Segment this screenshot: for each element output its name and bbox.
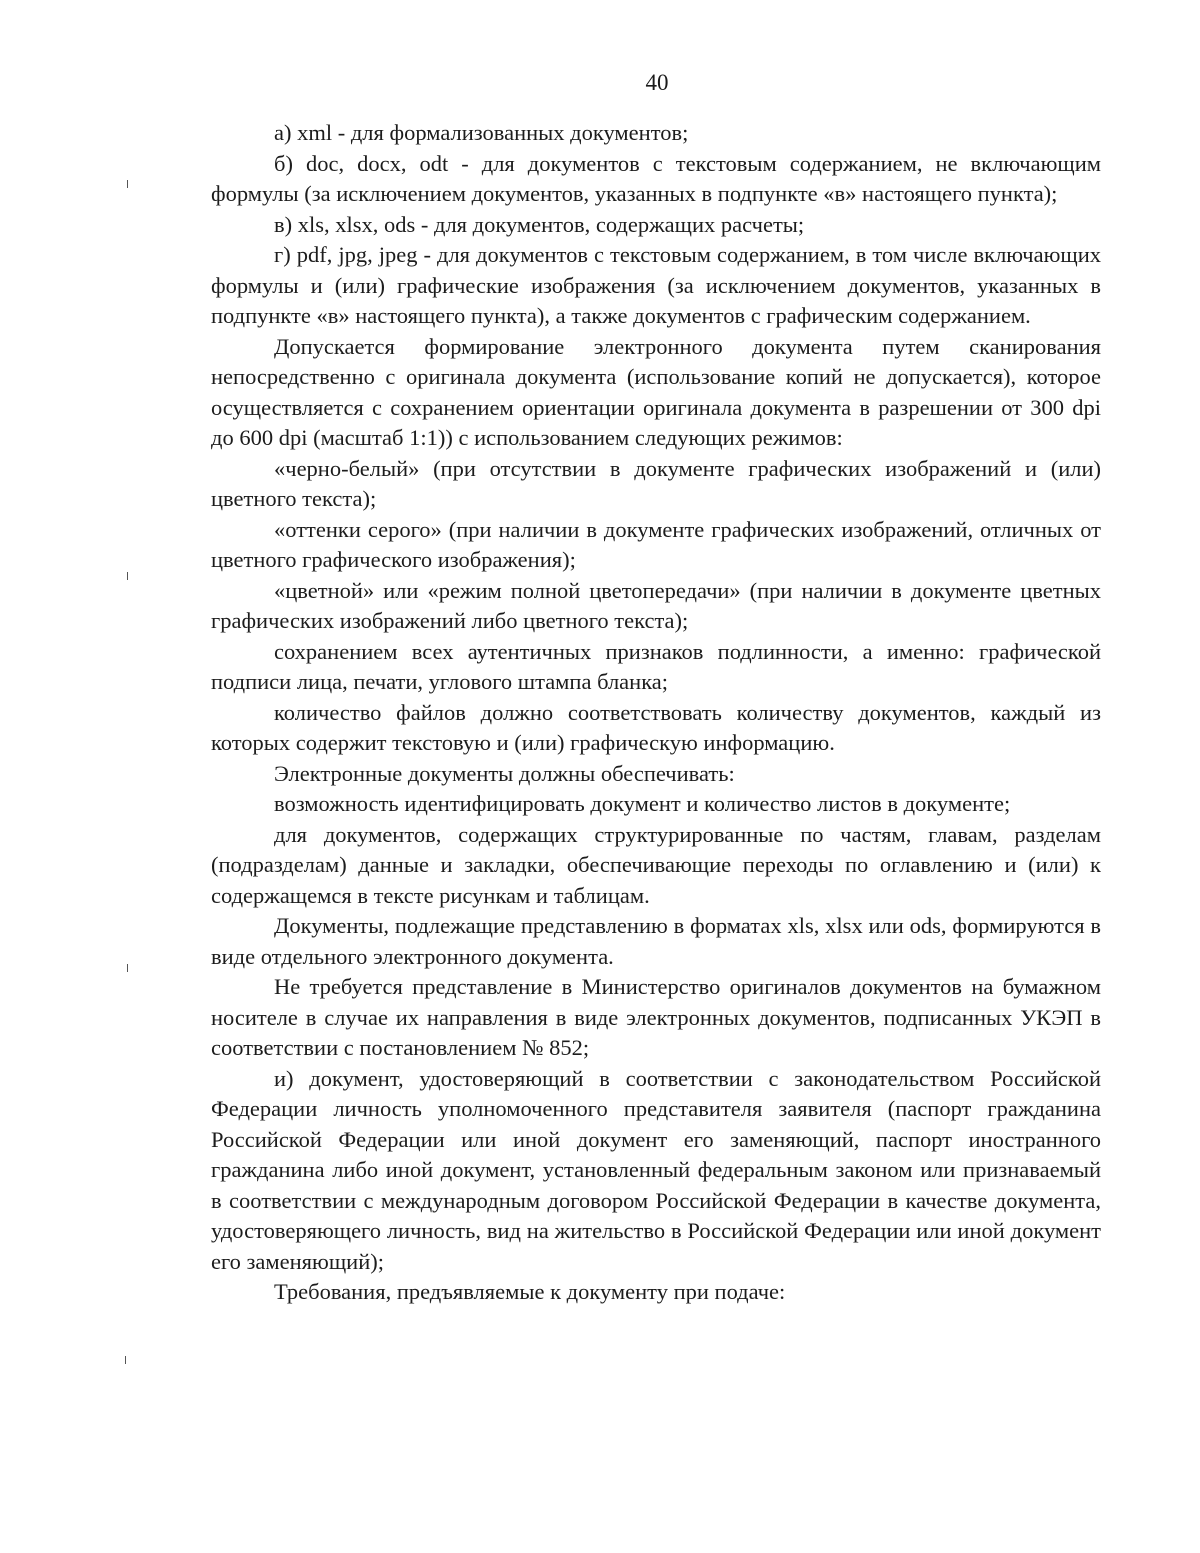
- scan-margin-mark: [125, 1356, 126, 1364]
- scan-margin-mark: [127, 572, 128, 580]
- scan-margin-mark: [127, 180, 128, 188]
- paragraph-item-i: и) документ, удостоверяющий в соответствии с законодательством Российской Федерации личность уполномоченного представителя заявителя (паспорт гражданина Российской Федерации или иной документ его заменяющий, паспорт иностранного гражданина либо иной документ, установленный федеральным законом или признаваемый в соответствии с международным договором Российской Федерации в качестве документа, удостоверяющего личность, вид на жительство в Российской Федерации или иной документ его заменяющий);: [211, 1065, 1101, 1274]
- paragraph-mode-color: «цветной» или «режим полной цветопередачи» (при наличии в документе цветных графических изображений либо цветного текста);: [211, 577, 1101, 633]
- paragraph-item-v: в) xls, xlsx, ods - для документов, содержащих расчеты;: [274, 211, 805, 237]
- paragraph-mode-grayscale: «оттенки серого» (при наличии в документе графических изображений, отличных от цветного графического изображения);: [211, 516, 1101, 572]
- paragraph-file-count: количество файлов должно соответствовать количеству документов, каждый из которых содержит текстовую и (или) графическую информацию.: [211, 699, 1101, 755]
- paragraph-mode-bw: «черно-белый» (при отсутствии в документе графических изображений и (или) цветного текста);: [211, 455, 1101, 511]
- page-number: 40: [645, 70, 669, 95]
- paragraph-scanning: Допускается формирование электронного документа путем сканирования непосредственно с оригинала документа (использование копий не допускается), которое осуществляется с сохранением ориентации оригинала документа в разрешении от 300 dpi до 600 dpi (масштаб 1:1)) с использованием следующих режимов:: [211, 333, 1101, 450]
- document-body: [211, 118, 1101, 1308]
- paragraph-spreadsheet-documents: Документы, подлежащие представлению в форматах xls, xlsx или ods, формируются в виде отдельного электронного документа.: [211, 913, 1101, 969]
- paragraph-electronic-requirements: Электронные документы должны обеспечивать:: [274, 760, 735, 786]
- paragraph-bookmarks: для документов, содержащих структурированные по частям, главам, разделам (подразделам) данные и закладки, обеспечивающие переходы по оглавлению и (или) к содержащемся в тексте рисункам и таблицам.: [211, 821, 1101, 908]
- paragraph-originals-not-required: Не требуется представление в Министерство оригиналов документов на бумажном носителе в случае их направления в виде электронных документов, подписанных УКЭП в соответствии с постановлением № 852;: [211, 974, 1101, 1060]
- paragraph-item-b: б) doc, docx, odt - для документов с текстовым содержанием, не включающим формулы (за исключением документов, указанных в подпункте «в» настоящего пункта);: [211, 150, 1101, 206]
- paragraph-identify-document: возможность идентифицировать документ и количество листов в документе;: [274, 791, 1011, 816]
- paragraph-authenticity: сохранением всех аутентичных признаков подлинности, а именно: графической подписи лица, печати, углового штампа бланка;: [211, 638, 1101, 694]
- paragraph-item-g: г) pdf, jpg, jpeg - для документов с текстовым содержанием, в том числе включающих формулы и (или) графические изображения (за исключением документов, указанных в подпункте «в» настоящего пункта), а также документов с графическим содержанием.: [211, 242, 1101, 328]
- scan-margin-mark: [127, 964, 128, 972]
- paragraph-item-a: а) xml - для формализованных документов;: [274, 120, 689, 145]
- paragraph-submission-requirements: Требования, предъявляемые к документу при подаче:: [274, 1279, 786, 1304]
